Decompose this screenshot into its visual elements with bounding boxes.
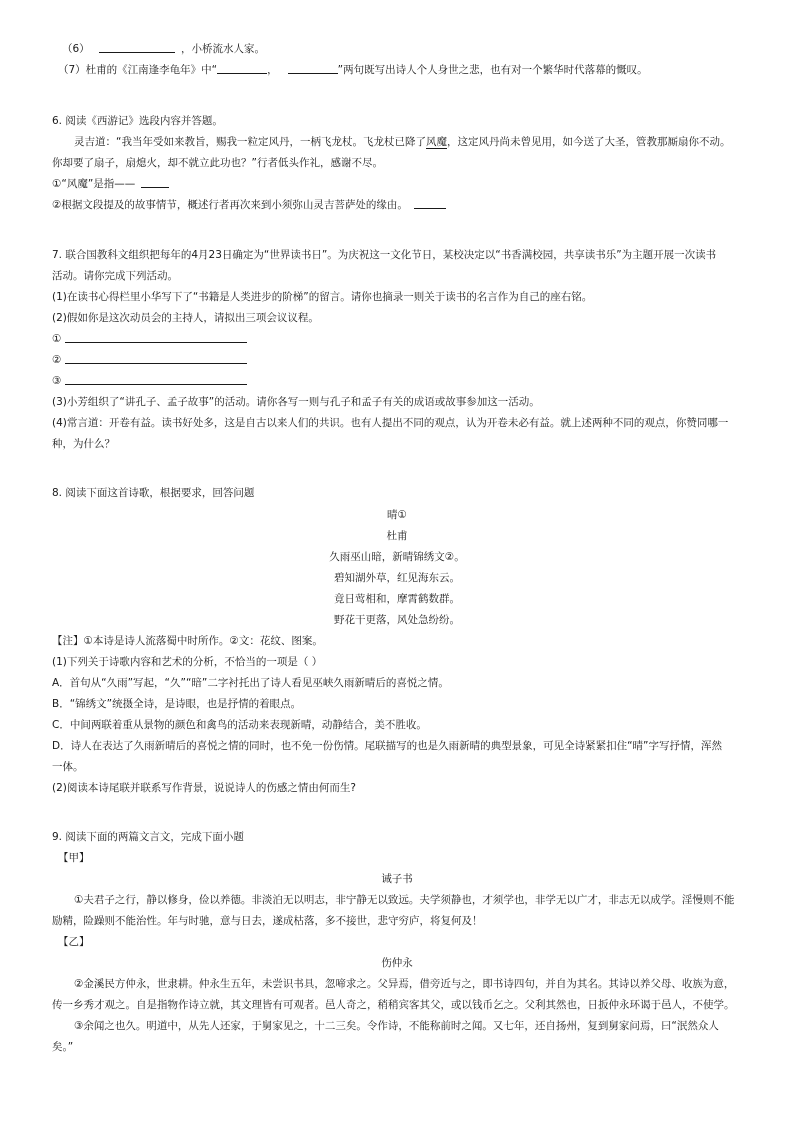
question-7-line-1: 7. 联合国教科文组织把每年的4月23日确定为“世界读书日”。为庆祝这一文化节日，某校决定以“书香满校园，共享读书乐”为主题开展一次读书 [52, 249, 717, 261]
agenda-item-3 [52, 374, 247, 388]
section-label-yi: 【乙】 [58, 936, 90, 948]
answer-blank[interactable] [414, 198, 446, 209]
passage-2-line-1: ②金溪民方仲永，世隶耕。仲永生五年，未尝识书具，忽啼求之。父异焉，借旁近与之，即书诗四句，并自为其名。其诗以养父母、收族为意， [74, 978, 735, 990]
poem-note: 【注】①本诗是诗人流落蜀中时所作。②文：花纹、图案。 [52, 635, 323, 647]
passage-title-2: 伤仲永 [381, 957, 413, 969]
question-6-heading: 6. 阅读《西游记》选段内容并答题。 [52, 115, 223, 127]
item-7-sep: ， [267, 64, 278, 76]
poem-line-2: 碧知湖外草，红见海东云。 [334, 572, 460, 584]
option-d-line-2: 一体。 [52, 761, 84, 773]
question-6-sub-2 [52, 198, 446, 212]
agenda-item-2 [52, 353, 247, 367]
answer-blank[interactable] [65, 374, 247, 385]
question-8-heading: 8. 阅读下面这首诗歌，根据要求，回答问题 [52, 487, 255, 499]
question-9-heading: 9. 阅读下面的两篇文言文，完成下面小题 [52, 831, 244, 843]
passage-1-line-1: ①夫君子之行，静以修身，俭以养德。非淡泊无以明志，非宁静无以致远。夫学须静也，才须学也，非学无以广才，非志无以成学。淫慢则不能 [74, 894, 735, 906]
agenda-marker: ③ [52, 375, 62, 387]
section-label-jia: 【甲】 [58, 852, 90, 864]
question-7-sub-3: (3)小芳组织了“讲孔子、孟子故事”的活动。请你各写一则与孔子和孟子有关的成语或故事参加这一活动。 [52, 396, 540, 408]
answer-blank[interactable] [217, 63, 267, 74]
agenda-marker: ① [52, 333, 62, 345]
question-6-passage-line-1 [74, 135, 730, 149]
question-6-passage-line-2: 你却要了扇子，扇熄火，却不就立此功也？”行者低头作礼，感谢不尽。 [52, 157, 383, 169]
question-7-sub-4-line-1: (4)常言道：开卷有益。读书好处多，这是自古以来人们的共识。也有人提出不同的观点，认为开卷未必有益。就上述两种不同的观点，你赞同哪一 [52, 417, 729, 429]
passage-3-line-2: 矣。” [52, 1041, 74, 1053]
item-6-text: ，小桥流水人家。 [181, 43, 266, 55]
item-7-text-b: ”两句既写出诗人个人身世之悲，也有对一个繁华时代落幕的慨叹。 [337, 64, 648, 76]
passage-title-1: 诫子书 [381, 873, 413, 885]
passage-text: ，这定风丹尚未曾见用，如今送了大圣，管教那厮扇你不动。 [446, 136, 731, 148]
answer-blank[interactable] [288, 63, 338, 74]
item-7-text-a: （7）杜甫的《江南逢李龟年》中“ [58, 64, 218, 76]
passage-2-line-2: 传一乡秀才观之。自是指物作诗立就，其文理皆有可观者。邑人奇之，稍稍宾客其父，或以钱币乞之。父利其然也，日扳仲永环谒于邑人，不使学。 [52, 999, 735, 1011]
answer-blank[interactable] [99, 42, 175, 53]
answer-blank[interactable] [65, 353, 247, 364]
question-7-sub-4-line-2: 种，为什么？ [52, 438, 115, 450]
underlined-term: 风魔 [425, 136, 447, 148]
poem-line-1: 久雨巫山暗，新晴锦绣文②。 [329, 551, 465, 563]
poem-line-3: 竟日莺相和，摩霄鹤数群。 [334, 593, 460, 605]
item-6 [62, 42, 265, 56]
question-8-sub-1: (1)下列关于诗歌内容和艺术的分析，不恰当的一项是（ ） [52, 656, 323, 668]
option-b: B．“锦绣文”统摄全诗，是诗眼，也是抒情的着眼点。 [52, 698, 302, 710]
item-6-number: （6） [62, 43, 90, 55]
poem-title: 晴① [387, 509, 407, 521]
option-d-line-1: D．诗人在表达了久雨新晴后的喜悦之情的同时，也不免一份伤情。尾联描写的也是久雨新晴的典型景象，可见全诗紧紧扣住“晴”字写抒情，浑然 [52, 740, 722, 752]
poem-line-4: 野花干更落，风处急纷纷。 [334, 614, 460, 626]
poem-author: 杜甫 [386, 530, 408, 542]
passage-text: 灵吉道：“我当年受如来教旨，赐我一粒定风丹，一柄飞龙杖。飞龙杖已降了 [74, 136, 426, 148]
question-6-sub-1 [52, 177, 169, 191]
question-7-sub-1: (1)在读书心得栏里小华写下了“书籍是人类进步的阶梯”的留言。请你也摘录一则关于读书的名言作为自己的座右铭。 [52, 291, 593, 303]
agenda-item-1 [52, 332, 247, 346]
sub-question-text: ②根据文段提及的故事情节，概述行者再次来到小须弥山灵吉菩萨处的缘由。 [52, 199, 408, 211]
question-7-sub-2: (2)假如你是这次动员会的主持人，请拟出三项会议议程。 [52, 312, 319, 324]
agenda-marker: ② [52, 354, 62, 366]
option-a: A．首句从“久雨”写起，“久”“暗”二字衬托出了诗人看见巫峡久雨新晴后的喜悦之情。 [52, 677, 449, 689]
item-7 [58, 63, 648, 77]
question-8-sub-2: (2)阅读本诗尾联并联系写作背景，说说诗人的伤感之情由何而生? [52, 782, 356, 794]
sub-question-text: ①“风魔”是指—— [52, 178, 136, 190]
answer-blank[interactable] [141, 177, 169, 188]
passage-1-line-2: 励精，险躁则不能治性。年与时驰，意与日去，遂成枯落，多不接世，悲守穷庐，将复何及！ [52, 915, 483, 927]
question-7-line-2: 活动。请你完成下列活动。 [52, 270, 178, 282]
answer-blank[interactable] [65, 332, 247, 343]
option-c: C．中间两联着重从景物的颜色和禽鸟的活动来表现新晴，动静结合，美不胜收。 [52, 719, 427, 731]
passage-3-line-1: ③余闻之也久。明道中，从先人还家，于舅家见之，十二三矣。令作诗，不能称前时之闻。又七年，还自扬州，复到舅家问焉，曰“泯然众人 [74, 1020, 719, 1032]
